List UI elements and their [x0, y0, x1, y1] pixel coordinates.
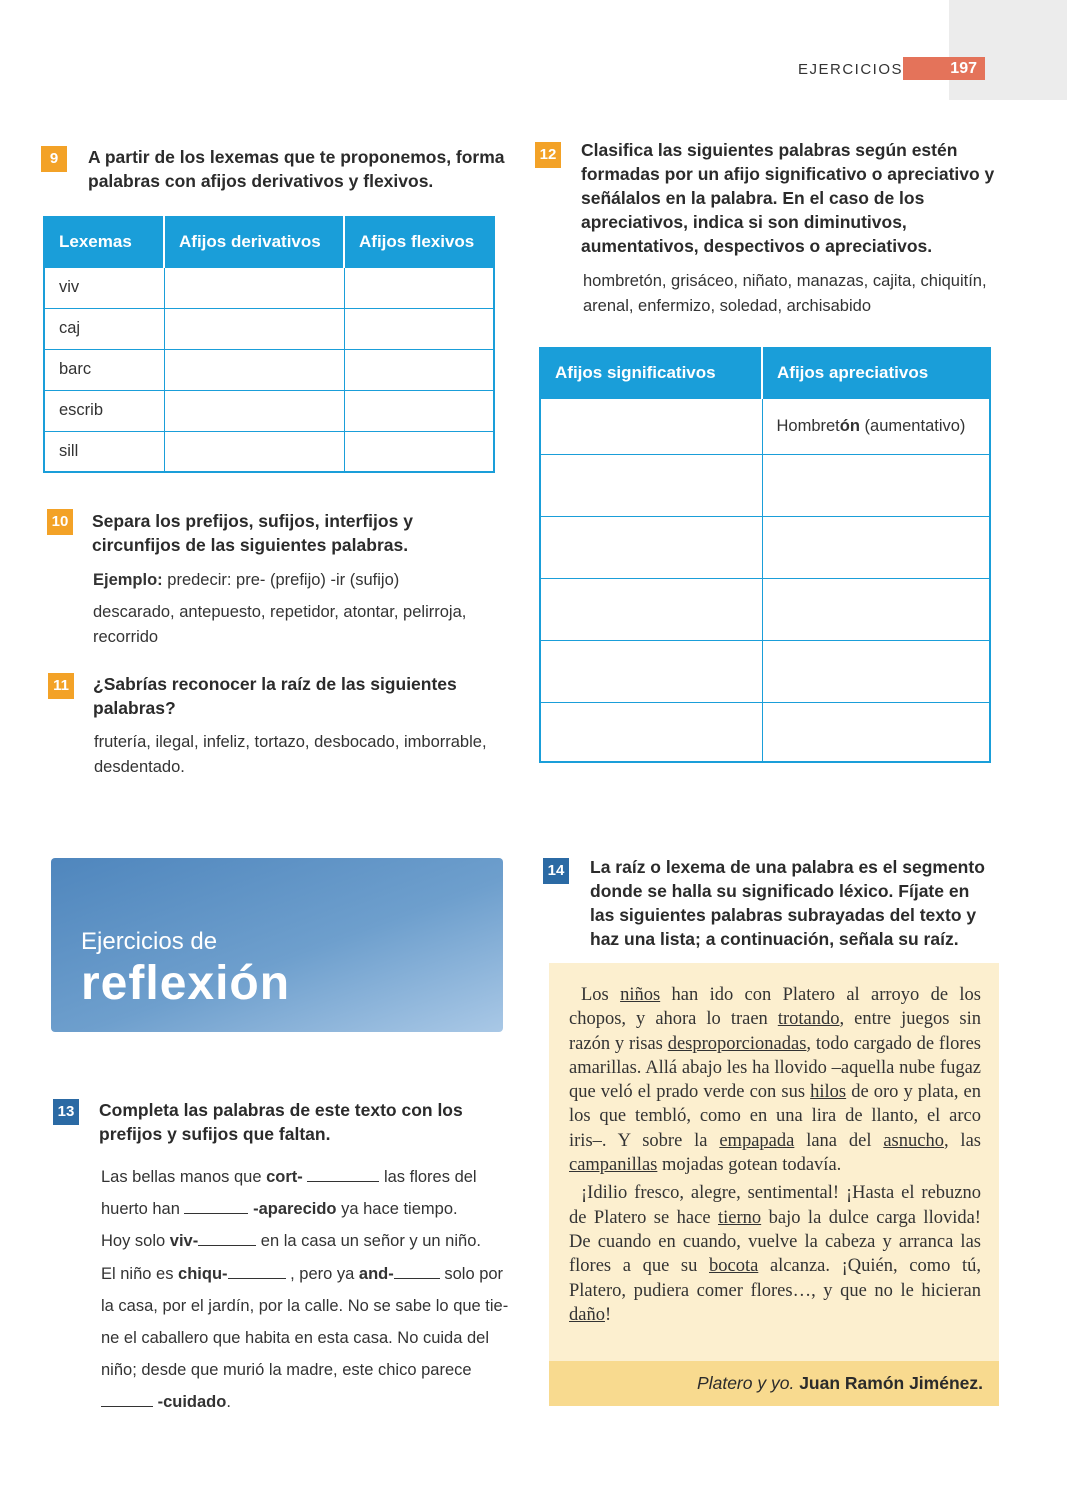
exercise-9-table [43, 216, 495, 473]
answer-cell[interactable] [540, 640, 762, 702]
example-label: Ejemplo: [93, 571, 163, 589]
text-line: -cuidado. [101, 1386, 521, 1418]
example-text: predecir: pre- (prefijo) -ir (sufijo) [162, 571, 400, 589]
answer-cell[interactable] [344, 349, 494, 390]
reflexion-banner [51, 858, 503, 1032]
exercise-number-14: 14 [543, 858, 569, 884]
underlined-word: empapada [719, 1130, 795, 1151]
exercise-number-13: 13 [53, 1099, 79, 1125]
book-title: Platero y yo. [697, 1373, 795, 1393]
author-name: Juan Ramón Jiménez. [794, 1373, 983, 1393]
text-line: Hoy solo viv- en la casa un señor y un niño. [101, 1225, 521, 1257]
table-row [540, 702, 990, 762]
answer-cell[interactable] [164, 308, 344, 349]
table-row [44, 390, 494, 431]
table-row [540, 516, 990, 578]
exercise-13-prompt: Completa las palabras de este texto con los prefijos y sufijos que faltan. [99, 1100, 463, 1144]
answer-cell[interactable] [540, 398, 762, 454]
table-row [44, 431, 494, 472]
lexema-cell: viv [44, 267, 164, 308]
blank-field[interactable] [101, 1390, 153, 1408]
lexema-cell: caj [44, 308, 164, 349]
underlined-word: trotando [777, 1009, 840, 1030]
answer-cell[interactable] [540, 516, 762, 578]
col-header-lexemas: Lexemas [44, 217, 164, 267]
literary-excerpt [549, 963, 999, 1406]
answer-cell[interactable] [344, 267, 494, 308]
answer-cell[interactable] [540, 702, 762, 762]
answer-cell[interactable] [762, 702, 990, 762]
answer-cell[interactable] [762, 640, 990, 702]
exercise-12-table [539, 347, 991, 763]
underlined-word: niños [620, 985, 661, 1005]
answer-cell[interactable] [164, 267, 344, 308]
exercise-10-prompt: Separa los prefijos, sufijos, interfijos y circunfijos de las siguientes palabras. [92, 511, 413, 555]
table-row [540, 454, 990, 516]
text-line: la casa, por el jardín, por la calle. No se sabe lo que tie- [101, 1296, 509, 1315]
page-number: 197 [903, 57, 985, 80]
answer-cell[interactable] [762, 454, 990, 516]
banner-title: reflexión [81, 957, 291, 1010]
example-cell: Hombretón (aumentativo) [762, 398, 990, 454]
exercise-10-words: descarado, antepuesto, repetidor, atontar, pelirroja, recorrido [93, 603, 467, 646]
text-line: huerto han -aparecido ya hace tiempo. [101, 1193, 521, 1225]
lexema-cell: escrib [44, 390, 164, 431]
exercise-number-11: 11 [48, 673, 74, 699]
excerpt-paragraph: ¡Idilio fresco, alegre, sentimental! ¡Hasta el rebuzno de Platero se hace tierno bajo la dulce carga llovida! De cuando en cuando, vuelve la cabeza y arranca las flores a que su bocota alcanza. ¡Quién, como tú, Platero, pudiera comer flores…, y que no le hicieran daño! [569, 1183, 981, 1325]
lexema-cell: sill [44, 431, 164, 472]
text-line: ne el caballero que habita en esta casa. No cuida del [101, 1329, 490, 1348]
exercise-11-words: frutería, ilegal, infeliz, tortazo, desbocado, imborrable, desdentado. [94, 733, 487, 776]
answer-cell[interactable] [762, 516, 990, 578]
underlined-word: campanillas [569, 1155, 658, 1176]
blank-field[interactable] [184, 1197, 248, 1215]
excerpt-text [569, 983, 981, 1327]
excerpt-paragraph: Los niños han ido con Platero al arroyo de los chopos, y ahora lo traen trotando, entre juegos sin razón y risas desproporcionadas, todo cargado de flores amarillas. Allá abajo les ha llovido –aquella nube fugaz que veló el prado verde con sus hilos de oro y plata, en los que tembló, como en una lira de llanto, el arco iris–. Y sobre la empapada lana del asnucho, las campanillas mojadas gotean todavía. [569, 985, 982, 1176]
table-row [540, 578, 990, 640]
answer-cell[interactable] [344, 308, 494, 349]
table-row [44, 267, 494, 308]
table-row [540, 640, 990, 702]
answer-cell[interactable] [540, 578, 762, 640]
col-header-afijos-apreciativos: Afijos apreciativos [762, 348, 990, 398]
col-header-afijos-derivativos: Afijos derivativos [164, 217, 344, 267]
table-row [540, 398, 990, 454]
excerpt-source [549, 1361, 999, 1406]
text-line: Las bellas manos que cort- las flores del [101, 1161, 521, 1193]
blank-field[interactable] [307, 1165, 379, 1183]
lexema-cell: barc [44, 349, 164, 390]
exercise-14-prompt: La raíz o lexema de una palabra es el segmento donde se halla su significado léxico. Fíjate en las siguientes palabras subrayadas del texto y haz una lista; a continuación, señala su raíz. [590, 857, 985, 949]
answer-cell[interactable] [344, 390, 494, 431]
exercise-number-9: 9 [41, 146, 67, 172]
exercise-11-prompt: ¿Sabrías reconocer la raíz de las siguientes palabras? [93, 674, 457, 718]
answer-cell[interactable] [164, 390, 344, 431]
col-header-afijos-significativos: Afijos significativos [540, 348, 762, 398]
blank-field[interactable] [198, 1229, 256, 1247]
exercise-13-text [101, 1161, 521, 1419]
exercise-number-10: 10 [47, 509, 73, 535]
underlined-word: asnucho [883, 1130, 944, 1151]
answer-cell[interactable] [540, 454, 762, 516]
answer-cell[interactable] [164, 349, 344, 390]
underlined-word: daño [569, 1304, 605, 1325]
blank-field[interactable] [228, 1261, 286, 1279]
blank-field[interactable] [394, 1261, 440, 1279]
exercise-10-example [93, 568, 493, 593]
table-row [44, 349, 494, 390]
section-label: EJERCICIOS [798, 61, 904, 78]
page-corner-shade [949, 0, 1067, 100]
text-line: El niño es chiqu- , pero ya and- solo por [101, 1258, 521, 1290]
text-line: niño; desde que murió la madre, este chico parece [101, 1361, 472, 1380]
col-header-afijos-flexivos: Afijos flexivos [344, 217, 494, 267]
underlined-word: bocota [709, 1256, 759, 1277]
underlined-word: hilos [810, 1082, 847, 1103]
table-row [44, 308, 494, 349]
exercise-12-words: hombretón, grisáceo, niñato, manazas, cajita, chiquitín, arenal, enfermizo, soledad, archisabido [583, 272, 987, 315]
underlined-word: desproporcionadas [667, 1033, 807, 1054]
answer-cell[interactable] [762, 578, 990, 640]
banner-subtitle: Ejercicios de [81, 928, 218, 955]
underlined-word: tierno [718, 1207, 762, 1228]
answer-cell[interactable] [164, 431, 344, 472]
answer-cell[interactable] [344, 431, 494, 472]
exercise-9-prompt: A partir de los lexemas que te proponemos, forma palabras con afijos derivativos y flexivos. [88, 147, 505, 191]
exercise-number-12: 12 [535, 142, 561, 168]
exercise-12-prompt: Clasifica las siguientes palabras según estén formadas por un afijo significativo o apreciativo y señálalos en la palabra. En el caso de los apreciativos, indica si son diminutivos, aumentativos, despectivos o apreciativos. [581, 140, 995, 256]
